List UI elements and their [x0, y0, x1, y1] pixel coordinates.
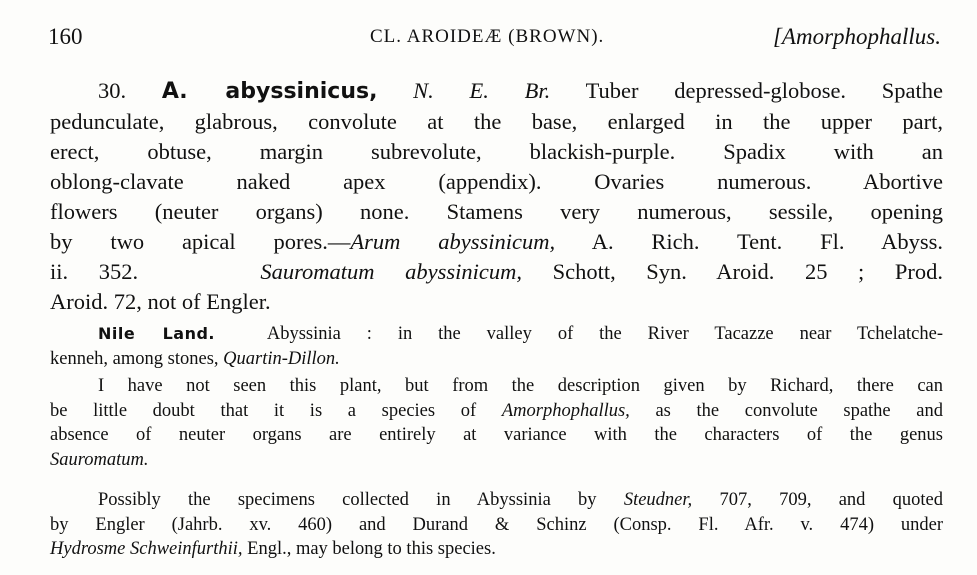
description-text: by two apical pores.— [50, 229, 351, 254]
description-line-6 [50, 227, 943, 257]
synonym-citation: A. Rich. Tent. Fl. Abyss. [555, 229, 943, 254]
locality-line-2 [50, 347, 943, 372]
note-text: be little doubt that it is a species of [50, 400, 477, 421]
species-name: Hydrosme Schweinfurthii, [50, 539, 243, 559]
species-author: N. E. Br. [413, 78, 551, 103]
note1-line-4: Sauromatum. [50, 449, 149, 470]
species-description [50, 76, 943, 317]
synonym-name: Arum abyssinicum, [350, 229, 556, 254]
description-line-8: Aroid. 72, not of Engler. [50, 289, 271, 314]
note-text: 707, 709, and quoted [719, 490, 944, 510]
description-line-2: pedunculate, glabrous, convolute at the base, enlarged in the upper part, [50, 109, 943, 134]
note1-line-2 [50, 399, 943, 424]
description-text: Tuber depressed-globose. Spathe [585, 78, 944, 103]
note1-line-3: absence of neuter organs are entirely at variance with the characters of the genus [50, 425, 943, 445]
note-text: Possibly the specimens collected in Abyssinia by [98, 490, 597, 510]
locality-line-1 [50, 322, 943, 347]
description-line-4: oblong-clavate naked apex (appendix). Ovaries numerous. Abortive [50, 169, 943, 194]
note-paragraph-2 [50, 488, 943, 562]
species-number: 30. [98, 78, 127, 103]
note1-line-1: I have not seen this plant, but from the description given by Richard, there can [98, 376, 943, 396]
page-number: 160 [48, 24, 83, 49]
page-header [48, 24, 941, 56]
locality-text: Abyssinia : in the valley of the River Tacazze near Tchelatche- [266, 324, 943, 344]
note2-line-2: by Engler (Jahrb. xv. 460) and Durand & Schinz (Consp. Fl. Afr. v. 474) under [50, 514, 943, 535]
genus-name: Amorphophallus, [501, 400, 630, 421]
locality-text: kenneh, among stones, [50, 348, 219, 369]
note-paragraph-1 [50, 374, 943, 472]
region-label: Nile Land. [98, 324, 215, 343]
genus-running-head: [Amorphophallus. [772, 24, 941, 49]
collector-name: Steudner, [623, 490, 693, 510]
synonym-name: Sauromatum abyssinicum, [260, 259, 522, 284]
citation-text: ii. 352. [50, 259, 139, 284]
note-text: Engl., may belong to this species. [247, 539, 496, 559]
note2-line-1 [50, 488, 943, 513]
synonym-citation: Schott, Syn. Aroid. 25 ; Prod. [522, 259, 943, 284]
species-name: A. abyssinicus, [161, 79, 378, 104]
description-line-5: flowers (neuter organs) none. Stamens very numerous, sessile, opening [50, 199, 943, 224]
note2-line-3 [50, 537, 943, 562]
description-line-3: erect, obtuse, margin subrevolute, blackish-purple. Spadix with an [50, 139, 943, 164]
description-line-7 [50, 257, 943, 287]
collector-name: Quartin-Dillon. [223, 348, 340, 369]
description-line-1 [50, 76, 943, 107]
running-head: CL. AROIDEÆ (BROWN). [370, 26, 605, 47]
locality-paragraph [50, 322, 943, 371]
note-text: as the convolute spathe and [655, 400, 944, 421]
